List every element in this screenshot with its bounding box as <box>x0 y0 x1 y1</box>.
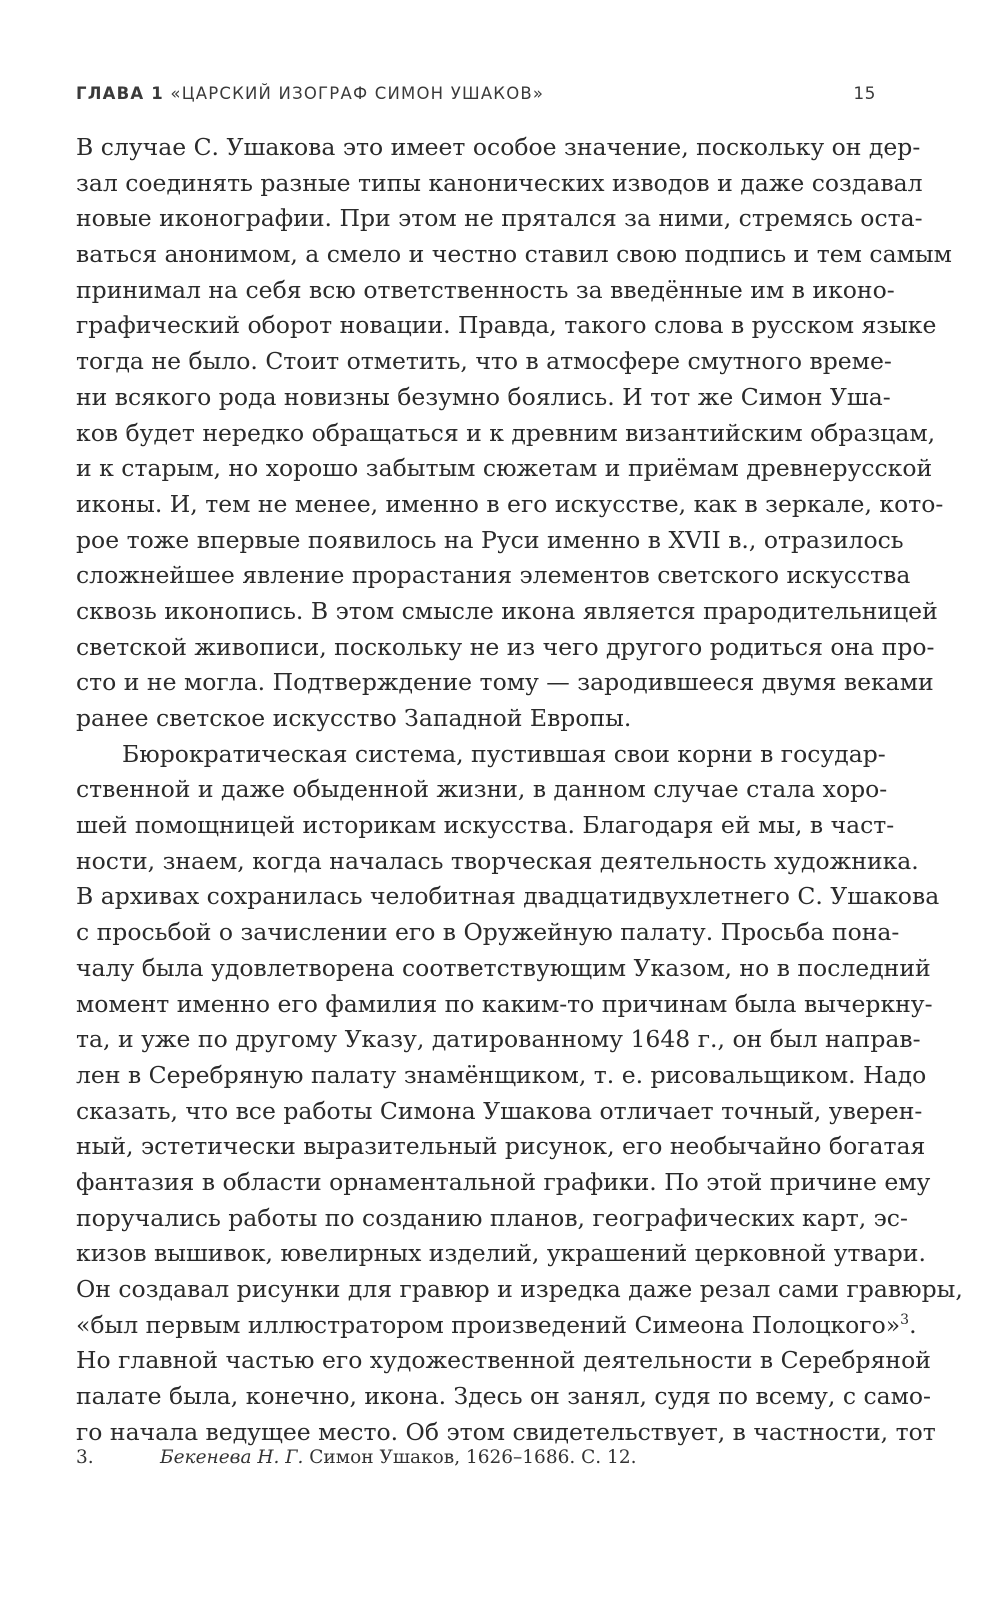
footnote <box>76 1447 876 1468</box>
running-head <box>76 84 876 108</box>
text-line: сложнейшее явление прорастания элементов светского искусства <box>76 561 911 590</box>
text-line: ный, эстетически выразительный рисунок, его необычайно богатая <box>76 1132 926 1161</box>
text-line: чалу была удовлетворена соответствующим Указом, но в последний <box>76 953 931 982</box>
text-line: сказать, что все работы Симона Ушакова отличает точный, уверен- <box>76 1096 923 1125</box>
text-line: фантазия в области орнаментальной графики. По этой причине ему <box>76 1167 931 1196</box>
text-line: ности, знаем, когда началась творческая деятельность художника. <box>76 846 919 875</box>
text-line: сквозь иконопись. В этом смысле икона является прародительницей <box>76 596 938 625</box>
text-line: новые иконографии. При этом не прятался за ними, стремясь оста- <box>76 204 923 233</box>
footnote-number: 3. <box>76 1447 94 1468</box>
text-line: Бюрократическая система, пустившая свои корни в государ- <box>122 739 886 768</box>
text-line: ни всякого рода новизны безумно боялись. И тот же Симон Уша- <box>76 382 891 411</box>
text-line: шей помощницей историкам искусства. Благодаря ей мы, в част- <box>76 811 895 840</box>
text-line: В случае С. Ушакова это имеет особое значение, поскольку он дер- <box>76 133 921 161</box>
footnote-reference[interactable]: 3 <box>900 1311 910 1328</box>
text-line: принимал на себя всю ответственность за введённые им в иконо- <box>76 275 895 304</box>
quote-text: «был первым иллюстратором произведений Симеона Полоцкого» <box>76 1310 901 1339</box>
text-line: момент именно его фамилия по каким-то причинам была вычеркну- <box>76 989 933 1018</box>
text-line: палате была, конечно, икона. Здесь он занял, судя по всему, с само- <box>76 1382 931 1411</box>
text-line: Но главной частью его художественной деятельности в Серебряной <box>76 1346 931 1375</box>
text-line: Он создавал рисунки для гравюр и изредка даже резал сами гравюры, <box>76 1275 963 1303</box>
text-line: с просьбой о зачислении его в Оружейную палату. Просьба пона- <box>76 918 900 947</box>
text-line: рое тоже впервые появилось на Руси именно в XVII в., отразилось <box>76 525 904 554</box>
text-line: светской живописи, поскольку не из чего другого родиться она про- <box>76 632 935 661</box>
text-line: та, и уже по другому Указу, датированному 1648 г., он был направ- <box>76 1025 921 1054</box>
chapter-label: ГЛАВА 1 <box>76 84 164 103</box>
text-line-with-footnote <box>76 1308 917 1344</box>
text-line: зал соединять разные типы канонических изводов и даже создавал <box>76 168 923 197</box>
sentence-end: . <box>909 1310 917 1339</box>
text-line: тогда не было. Стоит отметить, что в атмосфере смутного време- <box>76 347 892 376</box>
text-line: поручались работы по созданию планов, географических карт, эс- <box>76 1203 908 1232</box>
text-line: иконы. И, тем не менее, именно в его искусстве, как в зеркале, кото- <box>76 489 944 518</box>
text-line: сто и не могла. Подтверждение тому — зародившееся двумя веками <box>76 668 934 697</box>
page-number: 15 <box>853 84 876 104</box>
text-line: В архивах сохранилась челобитная двадцатидвухлетнего С. Ушакова <box>76 882 940 911</box>
chapter-title: «ЦАРСКИЙ ИЗОГРАФ СИМОН УШАКОВ» <box>170 84 545 103</box>
text-line: лен в Серебряную палату знамёнщиком, т. е. рисовальщиком. Надо <box>76 1060 927 1089</box>
text-line: го начала ведущее место. Об этом свидетельствует, в частности, тот <box>76 1417 936 1446</box>
text-line: ков будет нередко обращаться и к древним византийским образцам, <box>76 418 936 447</box>
text-line: и к старым, но хорошо забытым сюжетам и приёмам древнерусской <box>76 454 933 483</box>
body-text <box>76 130 963 1450</box>
text-line: кизов вышивок, ювелирных изделий, украшений церковной утвари. <box>76 1239 926 1268</box>
footnote-text: Симон Ушаков, 1626–1686. С. 12. <box>303 1447 637 1468</box>
text-line: графический оборот новации. Правда, такого слова в русском языке <box>76 311 937 340</box>
footnote-author: Бекенева Н. Г. <box>160 1447 304 1468</box>
text-line: ранее светское искусство Западной Европы. <box>76 704 632 732</box>
text-line: ваться анонимом, а смело и честно ставил свою подпись и тем самым <box>76 240 952 269</box>
text-line: ственной и даже обыденной жизни, в данном случае стала хоро- <box>76 775 888 804</box>
